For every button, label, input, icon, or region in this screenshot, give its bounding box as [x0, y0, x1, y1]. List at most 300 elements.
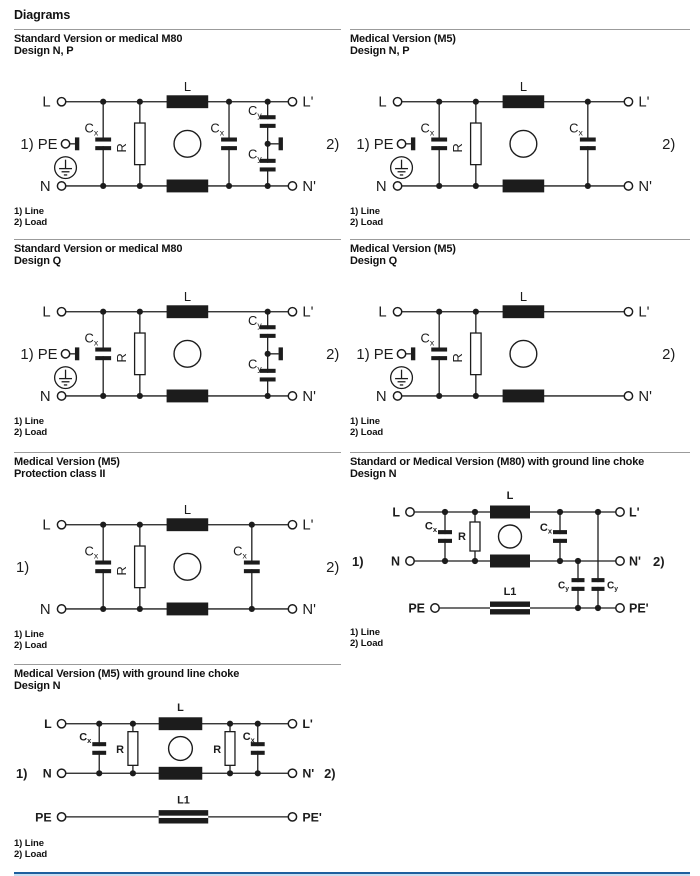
resistor-label: R — [449, 143, 465, 153]
terminal — [397, 140, 405, 148]
junction-dot — [436, 393, 442, 399]
cap-x-label: $C_x$ — [210, 120, 225, 138]
diagram-heading: Medical Version (M5) with ground line choke — [14, 668, 240, 680]
schematic-standard-m80-design-q — [14, 282, 341, 411]
load-note: 2) — [662, 346, 676, 363]
terminal — [57, 308, 65, 316]
cap-x-label: $C_x$ — [84, 543, 99, 561]
junction-dot — [585, 99, 591, 105]
capacitor-plate — [95, 569, 111, 573]
resistor-body — [128, 732, 138, 766]
pe-note: 1) PE — [356, 136, 394, 153]
footnotes — [14, 838, 341, 860]
pe-stub — [75, 137, 79, 150]
terminal-label-line-out: L' — [302, 94, 314, 111]
terminal-label-pe-in: PE — [35, 810, 52, 825]
wire-gap — [266, 373, 269, 378]
diagram-section-m5-ground-choke — [14, 664, 341, 861]
load-note: 2) — [324, 766, 336, 782]
capacitor-plate — [260, 124, 276, 128]
terminal-label-line-in: L — [378, 304, 387, 321]
pe-stub — [411, 347, 415, 360]
wire-gap — [438, 351, 441, 356]
wire-gap — [228, 141, 231, 146]
choke-winding — [159, 767, 203, 780]
capacitor-plate — [431, 146, 447, 150]
schematic-medical-m5-class-ii — [14, 495, 341, 624]
resistor-label: R — [449, 353, 465, 363]
capacitor-plate — [592, 587, 605, 591]
terminal — [431, 604, 439, 612]
choke-stripe — [490, 607, 530, 609]
footnote-load: 2) Load — [350, 216, 384, 228]
wire-gap — [577, 582, 580, 587]
pe-note: 1) PE — [20, 136, 58, 153]
choke-core — [174, 130, 201, 157]
footnotes — [350, 627, 690, 649]
junction-dot — [137, 393, 143, 399]
resistor-body — [471, 333, 482, 375]
terminal — [57, 813, 65, 821]
capacitor-plate — [251, 751, 265, 755]
resistor-body — [225, 732, 235, 766]
capacitor-plate — [92, 751, 106, 755]
junction-dot — [100, 393, 106, 399]
diagram-subheading: Design N — [350, 468, 397, 480]
wire-gap — [256, 746, 259, 751]
capacitor-plate — [92, 742, 106, 746]
resistor-body — [470, 522, 480, 551]
diagram-section-m5-np — [350, 29, 690, 239]
junction-dot — [227, 770, 233, 776]
choke-core — [510, 130, 537, 157]
terminal — [624, 308, 632, 316]
diagram-heading: Standard Version or medical M80 — [14, 243, 183, 255]
capacitor-plate — [95, 560, 111, 564]
resistor-label: R — [113, 566, 129, 576]
line-note: 1) — [15, 559, 30, 576]
choke-label: L — [183, 288, 191, 304]
terminal — [616, 508, 624, 516]
choke-label: L — [519, 288, 527, 304]
choke-winding — [167, 95, 209, 108]
terminal-label-neutral-in: N — [375, 178, 387, 195]
choke-winding — [167, 518, 209, 531]
capacitor-plate — [95, 347, 111, 351]
footnote-load: 2) Load — [14, 639, 48, 651]
junction-dot — [595, 509, 601, 515]
junction-dot — [249, 606, 255, 612]
terminal — [288, 769, 296, 777]
capacitor-plate — [572, 578, 585, 582]
footnote-line: 1) Line — [350, 205, 380, 217]
footnotes — [350, 416, 690, 438]
terminal — [57, 769, 65, 777]
choke-winding — [503, 390, 545, 403]
choke-core — [169, 737, 193, 761]
terminal-label-neutral-out: N' — [638, 178, 652, 195]
cap-y-label: $C_y$ — [248, 103, 262, 120]
choke-winding — [490, 506, 530, 519]
cap-x-label: $C_x$ — [424, 520, 437, 534]
terminal — [61, 140, 69, 148]
terminal-label-neutral-out: N' — [302, 601, 316, 618]
resistor-label: R — [458, 531, 466, 543]
capacitor-plate — [260, 159, 276, 163]
capacitor-plate — [260, 377, 276, 381]
junction-dot — [265, 309, 271, 315]
terminal-label-neutral-out: N' — [638, 388, 652, 405]
terminal-label-pe-out: PE' — [629, 601, 649, 616]
junction-dot — [442, 509, 448, 515]
junction-dot — [575, 558, 581, 564]
junction-dot — [137, 99, 143, 105]
wire-gap — [266, 163, 269, 168]
load-note: 2) — [326, 136, 340, 153]
terminal-label-neutral-in: N — [390, 554, 400, 569]
pe-note: 1) PE — [356, 346, 394, 363]
footnote-line: 1) Line — [14, 205, 44, 217]
load-note: 2) — [326, 559, 340, 576]
resistor-label: R — [113, 353, 129, 363]
terminal-label-line-out: L' — [302, 717, 313, 732]
terminal — [616, 557, 624, 565]
choke-core — [174, 553, 201, 580]
junction-dot — [100, 522, 106, 528]
wire-gap — [266, 329, 269, 334]
wire-gap — [98, 746, 101, 751]
junction-dot — [436, 99, 442, 105]
wire-gap — [438, 141, 441, 146]
terminal-label-line-in: L — [42, 94, 51, 111]
terminal — [57, 605, 65, 613]
diagram-heading: Standard or Medical Version (M80) with ground line choke — [350, 456, 645, 468]
choke-winding — [167, 390, 209, 403]
terminal-label-line-in: L — [392, 505, 400, 520]
wire-gap — [597, 582, 600, 587]
schematic-m5-ground-line-choke-design-n — [14, 694, 341, 833]
capacitor-plate — [580, 137, 596, 141]
terminal-label-neutral-in: N — [39, 388, 51, 405]
terminal-label-neutral-out: N' — [302, 178, 316, 195]
terminal-label-neutral-in: N — [39, 178, 51, 195]
footnotes — [350, 206, 690, 228]
terminal — [393, 182, 401, 190]
ground-choke-label: L1 — [503, 586, 517, 598]
capacitor-plate — [553, 530, 567, 534]
schematic-medical-m5-design-np — [350, 72, 677, 201]
terminal — [288, 813, 296, 821]
terminal — [288, 308, 296, 316]
footnotes — [14, 206, 341, 228]
terminal — [288, 182, 296, 190]
terminal — [624, 182, 632, 190]
capacitor-plate — [244, 569, 260, 573]
cap-x-label: $C_x$ — [420, 330, 435, 348]
cap-y-label: $C_y$ — [557, 580, 569, 593]
footnote-line: 1) Line — [14, 415, 44, 427]
choke-label: L — [183, 78, 191, 94]
schematic-m80-ground-line-choke-design-n — [350, 482, 680, 622]
terminal-label-neutral-out: N' — [302, 766, 315, 781]
diagram-section-std-m80-np — [14, 29, 341, 239]
resistor-body — [135, 546, 146, 588]
schematic-medical-m5-design-q — [350, 282, 677, 411]
capacitor-plate — [592, 578, 605, 582]
capacitor-plate — [580, 146, 596, 150]
terminal-label-line-out: L' — [302, 304, 314, 321]
choke-label: L — [519, 78, 527, 94]
resistor-label: R — [116, 743, 124, 756]
terminal — [288, 521, 296, 529]
terminal — [57, 521, 65, 529]
footnote-line: 1) Line — [14, 837, 44, 849]
terminal-label-line-out: L' — [638, 304, 650, 321]
junction-dot — [472, 558, 478, 564]
footnote-load: 2) Load — [14, 216, 48, 228]
choke-core — [499, 525, 522, 548]
terminal-label-line-out: L' — [302, 517, 314, 534]
junction-dot — [100, 99, 106, 105]
footnote-line: 1) Line — [350, 627, 380, 638]
pe-stub — [411, 137, 415, 150]
capacitor-plate — [438, 539, 452, 543]
terminal — [624, 98, 632, 106]
choke-winding — [167, 180, 209, 193]
capacitor-plate — [260, 325, 276, 329]
resistor-body — [135, 333, 146, 375]
terminal-label-neutral-out: N' — [302, 388, 316, 405]
capacitor-plate — [221, 137, 237, 141]
choke-winding — [503, 95, 545, 108]
junction-dot — [227, 721, 233, 727]
capacitor-plate — [431, 356, 447, 360]
footnote-load: 2) Load — [14, 848, 48, 860]
diagram-heading: Medical Version (M5) — [14, 456, 120, 468]
junction-dot — [265, 183, 271, 189]
choke-winding — [167, 305, 209, 318]
capacitor-plate — [431, 347, 447, 351]
terminal — [616, 604, 624, 612]
diagram-section-m5-class2 — [14, 452, 341, 664]
junction-dot — [473, 99, 479, 105]
resistor-label: R — [113, 143, 129, 153]
page-title: Diagrams — [14, 8, 71, 22]
cap-x-label: $C_x$ — [569, 120, 583, 138]
junction-dot — [137, 183, 143, 189]
junction-dot — [472, 509, 478, 515]
ground-choke-label: L1 — [177, 794, 190, 807]
choke-winding — [503, 305, 545, 318]
junction-dot — [130, 770, 136, 776]
choke-winding — [159, 717, 203, 730]
choke-label: L — [506, 490, 514, 502]
capacitor-plate — [95, 356, 111, 360]
load-note: 2) — [326, 346, 340, 363]
terminal — [57, 392, 65, 400]
junction-dot — [255, 770, 261, 776]
choke-core — [510, 340, 537, 367]
junction-dot — [557, 509, 563, 515]
capacitor-plate — [260, 115, 276, 119]
junction-dot — [436, 183, 442, 189]
terminal — [57, 98, 65, 106]
junction-dot — [442, 558, 448, 564]
cap-y-label: $C_y$ — [607, 580, 619, 593]
capacitor-plate — [553, 539, 567, 543]
cap-y-label: $C_y$ — [248, 313, 262, 330]
terminal-label-line-out: L' — [638, 94, 650, 111]
terminal-label-line-in: L — [44, 717, 52, 732]
footnotes — [14, 416, 341, 438]
terminal — [406, 557, 414, 565]
cap-x-label: $C_x$ — [84, 330, 99, 348]
wire-gap — [102, 351, 105, 356]
schematic-standard-m80-design-np — [14, 72, 341, 201]
terminal — [57, 720, 65, 728]
choke-winding — [490, 555, 530, 568]
terminal — [288, 392, 296, 400]
capacitor-plate — [260, 334, 276, 338]
wire-gap — [102, 564, 105, 569]
terminal-label-neutral-in: N — [375, 388, 387, 405]
junction-dot — [137, 522, 143, 528]
resistor-label: R — [213, 743, 222, 756]
terminal-label-line-out: L' — [629, 505, 640, 520]
footnote-load: 2) Load — [350, 426, 384, 438]
junction-dot — [473, 309, 479, 315]
footnote-load: 2) Load — [350, 638, 384, 649]
junction-dot — [130, 721, 136, 727]
wire-gap — [102, 141, 105, 146]
terminal — [288, 98, 296, 106]
terminal-label-line-in: L — [42, 517, 51, 534]
pe-stub — [279, 137, 283, 150]
cap-x-label: $C_x$ — [539, 522, 552, 536]
cap-x-label: $C_x$ — [233, 543, 247, 561]
junction-dot — [473, 183, 479, 189]
pe-stub — [279, 347, 283, 360]
load-note: 2) — [653, 554, 665, 569]
terminal — [624, 392, 632, 400]
terminal — [393, 308, 401, 316]
empty-cell — [350, 664, 690, 861]
junction-dot — [137, 606, 143, 612]
junction-dot — [255, 721, 261, 727]
wire-gap — [444, 534, 447, 539]
junction-dot — [265, 99, 271, 105]
wire-gap — [559, 534, 562, 539]
diagram-subheading: Design N — [14, 680, 61, 692]
footnote-line: 1) Line — [14, 628, 44, 640]
terminal-label-line-in: L — [378, 94, 387, 111]
capacitor-plate — [572, 587, 585, 591]
line-note: 1) — [352, 554, 364, 569]
capacitor-plate — [431, 137, 447, 141]
junction-dot — [585, 183, 591, 189]
diagram-section-m5-q — [350, 239, 690, 452]
diagram-subheading: Design Q — [14, 255, 62, 267]
choke-stripe — [159, 816, 209, 818]
capacitor-plate — [244, 560, 260, 564]
wire-gap — [266, 119, 269, 124]
junction-dot — [226, 183, 232, 189]
junction-dot — [575, 605, 581, 611]
wire-gap — [251, 564, 254, 569]
choke-winding — [503, 180, 545, 193]
terminal-label-neutral-out: N' — [629, 554, 641, 569]
choke-label: L — [183, 501, 191, 517]
cap-x-label: $C_x$ — [79, 731, 92, 745]
terminal — [393, 392, 401, 400]
terminal-label-neutral-in: N — [42, 766, 52, 781]
terminal-label-pe-out: PE' — [302, 810, 322, 825]
line-note: 1) — [15, 766, 28, 782]
junction-dot — [100, 183, 106, 189]
load-note: 2) — [662, 136, 676, 153]
junction-dot — [100, 606, 106, 612]
choke-winding — [167, 603, 209, 616]
terminal-label-line-in: L — [42, 304, 51, 321]
capacitor-plate — [221, 146, 237, 150]
diagram-heading: Medical Version (M5) — [350, 33, 456, 45]
junction-dot — [100, 309, 106, 315]
wire-gap — [587, 141, 590, 146]
cap-x-label: $C_x$ — [84, 120, 99, 138]
diagram-heading: Medical Version (M5) — [350, 243, 456, 255]
choke-core — [174, 340, 201, 367]
terminal-label-pe-in: PE — [408, 601, 425, 616]
cap-y-label: $C_y$ — [248, 146, 262, 164]
junction-dot — [249, 522, 255, 528]
terminal — [288, 605, 296, 613]
terminal — [61, 350, 69, 358]
terminal — [397, 350, 405, 358]
diagram-section-m80-ground-choke — [350, 452, 690, 664]
junction-dot — [595, 605, 601, 611]
junction-dot — [557, 558, 563, 564]
diagram-subheading: Design Q — [350, 255, 398, 267]
junction-dot — [137, 309, 143, 315]
cap-x-label: $C_x$ — [420, 120, 435, 138]
cap-y-label: $C_y$ — [248, 356, 262, 374]
junction-dot — [96, 721, 102, 727]
capacitor-plate — [95, 146, 111, 150]
footnote-load: 2) Load — [14, 426, 48, 438]
cap-x-label: $C_x$ — [242, 731, 255, 745]
terminal — [406, 508, 414, 516]
diagram-subheading: Design N, P — [350, 45, 410, 57]
junction-dot — [473, 393, 479, 399]
diagram-grid — [14, 29, 690, 861]
pe-note: 1) PE — [20, 346, 58, 363]
diagram-subheading: Design N, P — [14, 45, 74, 57]
resistor-body — [471, 123, 482, 165]
capacitor-plate — [260, 167, 276, 171]
junction-dot — [436, 309, 442, 315]
terminal — [393, 98, 401, 106]
footnote-line: 1) Line — [350, 415, 380, 427]
junction-dot — [226, 99, 232, 105]
capacitor-plate — [95, 137, 111, 141]
capacitor-plate — [260, 369, 276, 373]
junction-dot — [265, 393, 271, 399]
terminal — [288, 720, 296, 728]
terminal-label-neutral-in: N — [39, 601, 51, 618]
diagram-subheading: Protection class II — [14, 468, 106, 480]
resistor-body — [135, 123, 146, 165]
terminal — [57, 182, 65, 190]
